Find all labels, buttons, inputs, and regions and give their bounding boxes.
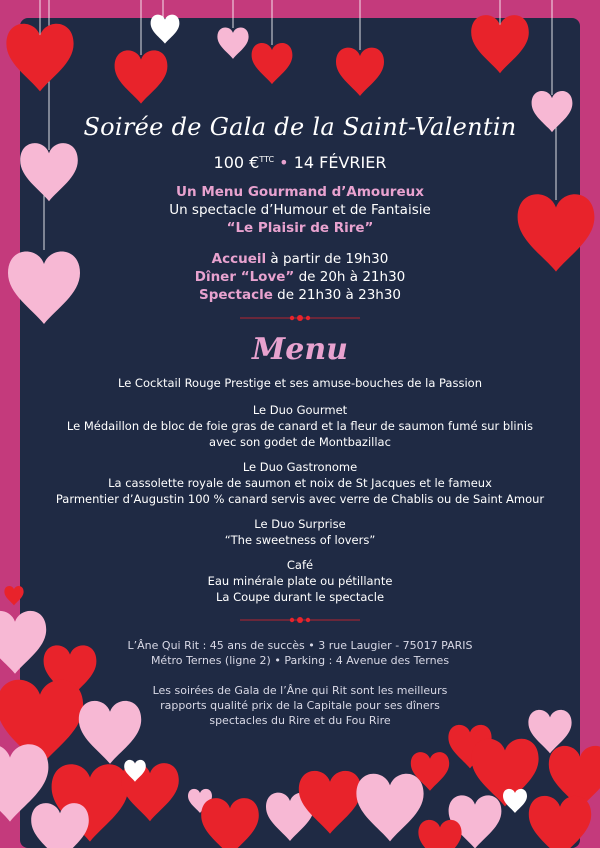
menu-section-gastronome: Le Duo Gastronome La cassolette royale de saumon et noix de St Jacques et le fameux Parmentier d’Augustin 100 % canard servis avec verre de Chablis ou de Saint Amour: [55, 460, 545, 506]
event-title: Soirée de Gala de la Saint-Valentin: [83, 113, 517, 141]
menu-section-boissons: Café Eau minérale plate ou pétillante La Coupe durant le spectacle: [207, 558, 393, 604]
venue-blurb: Les soirées de Gala de l’Âne qui Rit sont les meilleurs rapports qualité prix de la Capitale pour ses dîners spectacles du Rire et du Fou Rire: [152, 684, 448, 727]
menu-section-surprise: Le Duo Surprise “The sweetness of lovers”: [224, 517, 376, 547]
price-tax-label: TTC: [259, 155, 275, 164]
menu-section-gourmet: Le Duo Gourmet Le Médaillon de bloc de foie gras de canard et la fleur de saumon fumé sur blinis avec son godet de Montbazillac: [66, 403, 534, 449]
ornament-divider: [240, 313, 360, 323]
intro-show-line: Un spectacle d’Humour et de Fantaisie: [169, 202, 431, 218]
venue-info: [20, 638, 580, 668]
schedule-block: [20, 250, 580, 304]
separator-bullet: •: [279, 153, 289, 172]
menu-heading: Menu: [252, 332, 348, 367]
schedule-item-diner: Dîner “Love” de 20h à 21h30: [194, 269, 406, 285]
intro-show-title: “Le Plaisir de Rire”: [226, 220, 374, 236]
schedule-item-spectacle: Spectacle de 21h30 à 23h30: [198, 287, 402, 303]
price: 100 €: [213, 153, 260, 172]
venue-access: Métro Ternes (ligne 2) • Parking : 4 Avenue des Ternes: [150, 654, 450, 667]
venue-address: L’Âne Qui Rit : 45 ans de succès • 3 rue Laugier - 75017 PARIS: [127, 639, 473, 652]
price-date-line: [20, 153, 580, 172]
ornament-divider-bottom: [240, 615, 360, 625]
event-date: 14 FÉVRIER: [293, 153, 387, 172]
menu-item-cocktail: Le Cocktail Rouge Prestige et ses amuse-bouches de la Passion: [118, 376, 482, 390]
schedule-item-accueil: Accueil à partir de 19h30: [211, 251, 389, 267]
intro-block: [20, 183, 580, 237]
intro-menu-line: Un Menu Gourmand d’Amoureux: [176, 184, 424, 200]
